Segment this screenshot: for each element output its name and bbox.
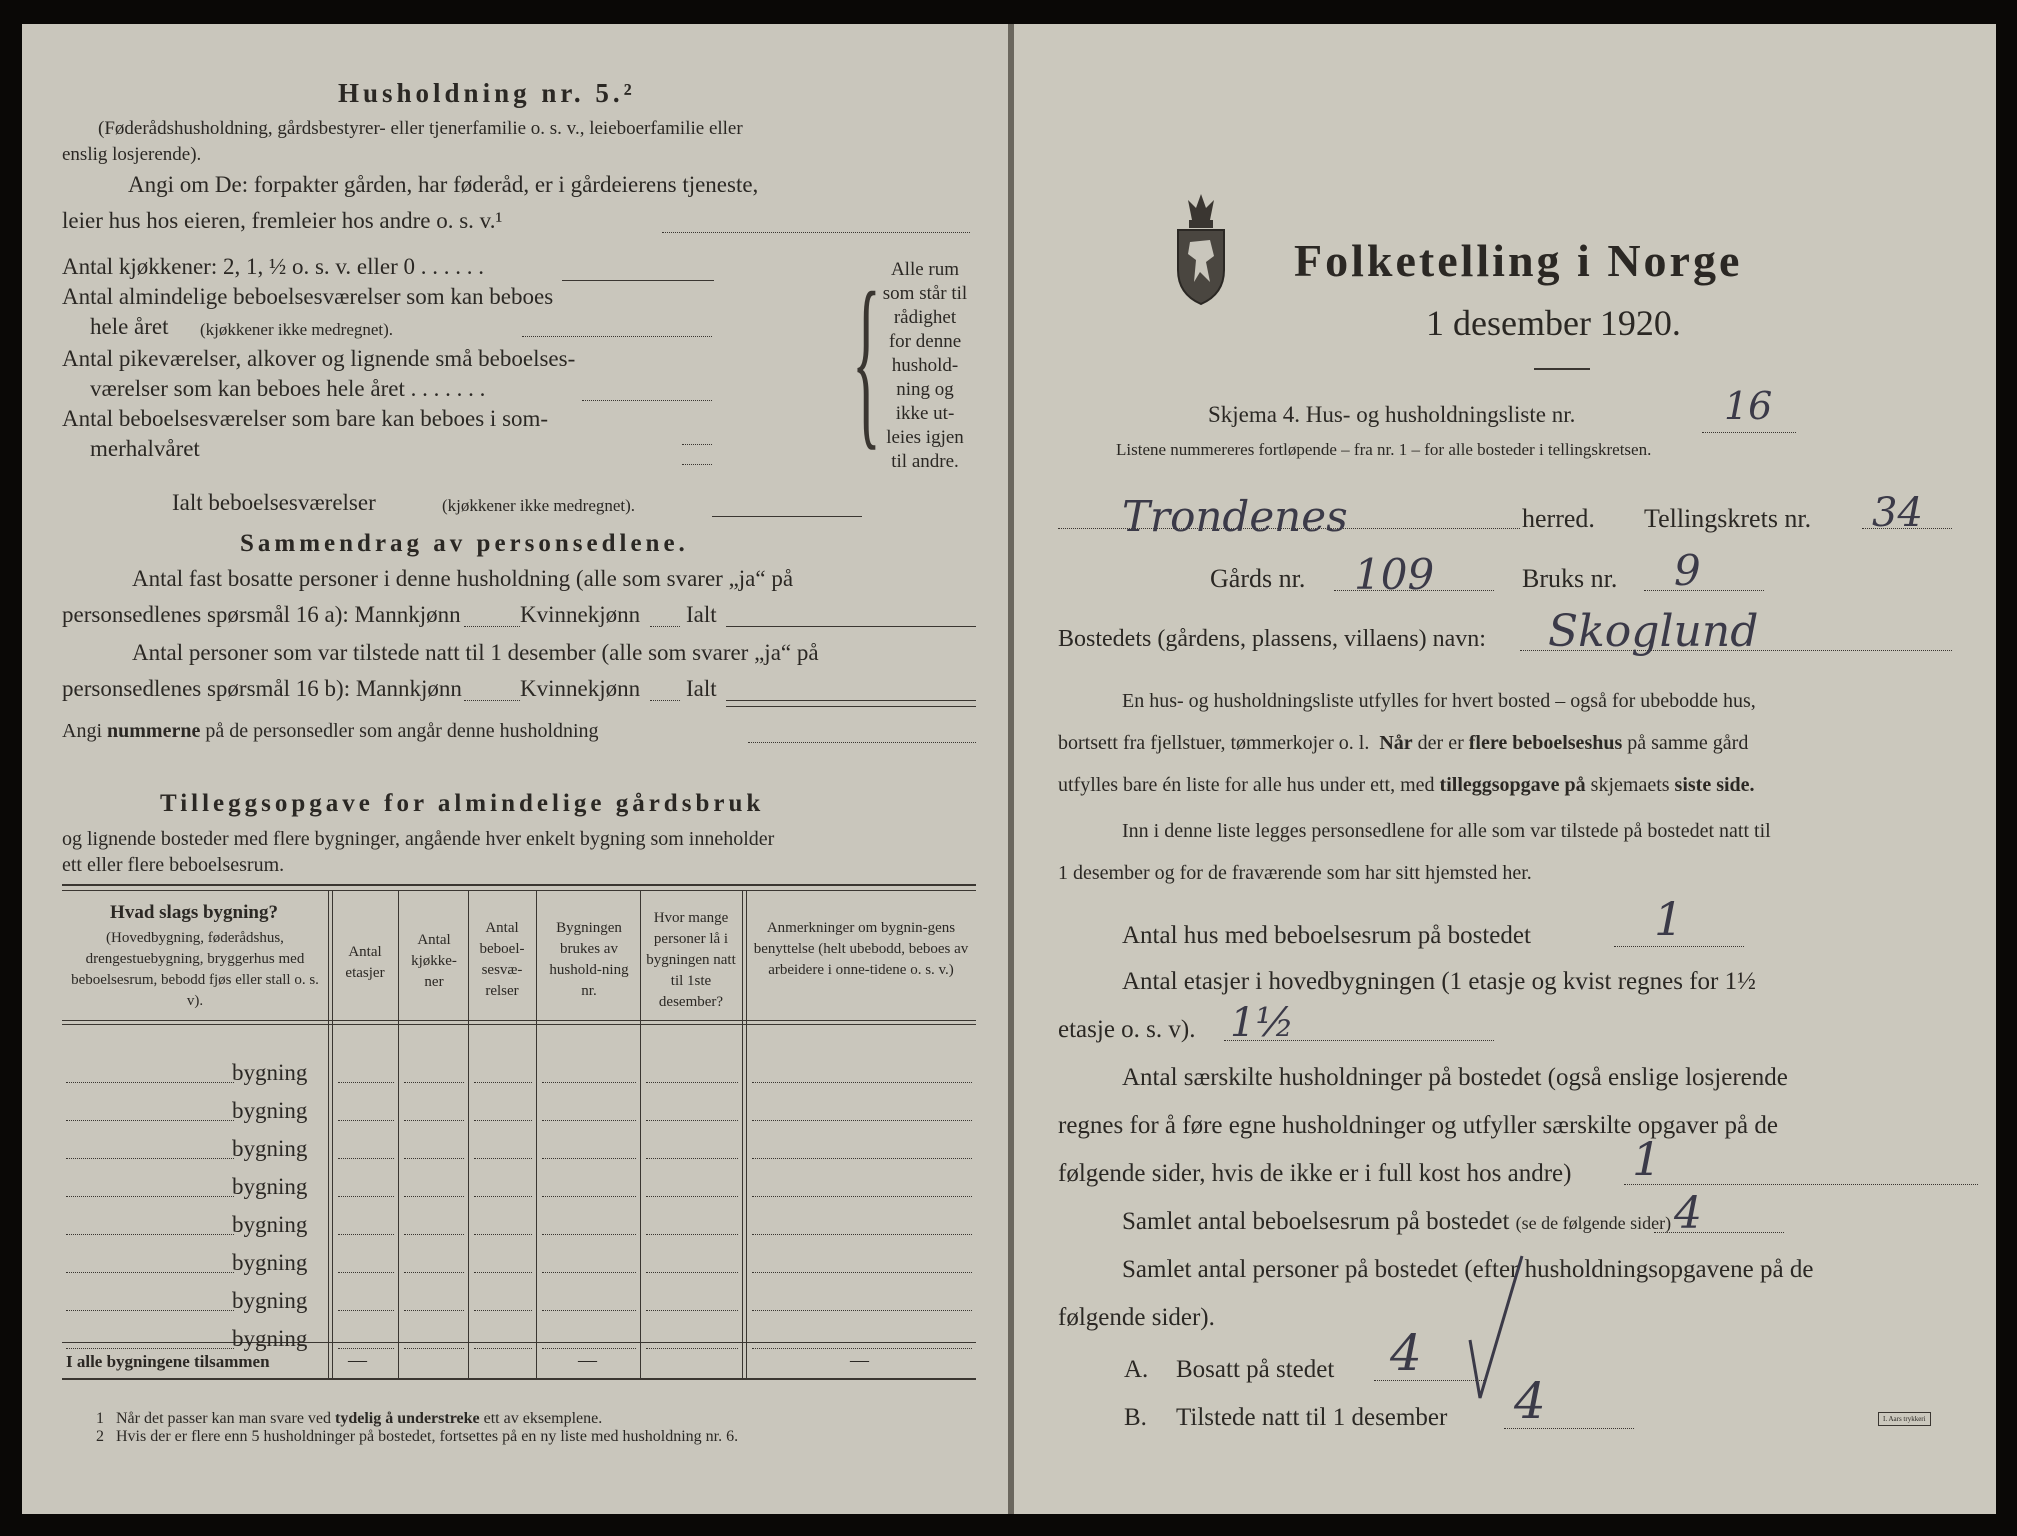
building-cell-blank[interactable]	[338, 1082, 394, 1083]
building-cell-blank[interactable]	[752, 1234, 972, 1235]
building-cell-blank[interactable]	[474, 1120, 532, 1121]
building-cell-blank[interactable]	[404, 1082, 464, 1083]
angi-line-2: leier hus hos eieren, fremleier hos andre o. s. v.¹	[62, 208, 503, 233]
building-cell-blank[interactable]	[752, 1348, 972, 1349]
building-cell-blank[interactable]	[474, 1158, 532, 1159]
building-cell-blank[interactable]	[404, 1234, 464, 1235]
sum-b-line-1: Antal personer som var tilstede natt til 1 desember (alle som svarer „ja“ på	[132, 640, 819, 665]
ialt-note: (kjøkkener ikke medregnet).	[442, 496, 636, 515]
building-row-label: bygning	[232, 1098, 308, 1123]
building-cell-blank[interactable]	[646, 1196, 738, 1197]
building-row-label: bygning	[232, 1326, 308, 1351]
total-label: I alle bygningene tilsammen	[66, 1352, 270, 1371]
p2-line-2: 1 desember og for de fraværende som har sitt hjemsted her.	[1058, 862, 1532, 884]
angi-nummerne: Angi nummerne på de personsedler som angår denne husholdning	[62, 720, 599, 742]
ialt-line: Ialt beboelsesværelser	[172, 490, 376, 515]
pike-line-1: Antal pikeværelser, alkover og lignende små beboelses-	[62, 346, 576, 371]
col-head-personer: Hvor mange personer lå i bygningen natt til 1ste desember?	[646, 910, 736, 1010]
herred-value: Trondenes	[1122, 492, 1348, 541]
listene-note: Listene nummereres fortløpende – fra nr. 1 – for alle bosteder i tellingskretsen.	[1116, 440, 1652, 459]
building-cell-blank[interactable]	[338, 1120, 394, 1121]
sum-b-kvinne-blank[interactable]	[650, 700, 680, 701]
building-row-label: bygning	[232, 1250, 308, 1275]
sarskilte-line-2: regnes for å føre egne husholdninger og utfyller særskilte opgaver på de	[1058, 1112, 1778, 1139]
building-cell-blank[interactable]	[338, 1348, 394, 1349]
bosted-label: Bostedets (gårdens, plassens, villaens) navn:	[1058, 626, 1486, 652]
building-type-blank[interactable]	[66, 1120, 234, 1121]
sum-a-line-2: personsedlenes spørsmål 16 a): Mannkjønn	[62, 602, 461, 627]
bruks-label: Bruks nr.	[1522, 564, 1618, 593]
p1-line-1: En hus- og husholdningsliste utfylles for hvert bosted – også for ubebodde hus,	[1122, 690, 1756, 712]
kjokken-line: Antal kjøkkener: 2, 1, ½ o. s. v. eller 0 . . . . . .	[62, 254, 485, 279]
col-head-etasjer: Antal etasjer	[345, 944, 385, 981]
skjema-value: 16	[1724, 384, 1773, 428]
b-label: B.	[1124, 1404, 1147, 1431]
building-row-label: bygning	[232, 1060, 308, 1085]
building-cell-blank[interactable]	[338, 1196, 394, 1197]
building-cell-blank[interactable]	[646, 1082, 738, 1083]
building-cell-blank[interactable]	[474, 1082, 532, 1083]
building-row-label: bygning	[232, 1212, 308, 1237]
building-cell-blank[interactable]	[542, 1272, 636, 1273]
building-row-label: bygning	[232, 1174, 308, 1199]
sum-b-ialt-blank[interactable]	[726, 700, 976, 701]
etasjer-value: 1½	[1230, 1000, 1295, 1046]
building-cell-blank[interactable]	[646, 1158, 738, 1159]
summary-title: Sammendrag av personsedlene.	[240, 530, 689, 557]
total-brukes: —	[578, 1350, 597, 1371]
left-page	[22, 24, 1010, 1514]
building-cell-blank[interactable]	[646, 1310, 738, 1311]
skjema-blank[interactable]	[1702, 432, 1796, 433]
tillegg-title: Tilleggsopgave for almindelige gårdsbruk	[160, 790, 765, 817]
building-cell-blank[interactable]	[542, 1196, 636, 1197]
p1-line-3: utfylles bare én liste for alle hus under ett, med tilleggsopgave på skjemaets siste side.	[1058, 774, 1755, 796]
bruks-value: 9	[1674, 546, 1701, 595]
sum-a-ialt-blank[interactable]	[726, 626, 976, 627]
building-type-blank[interactable]	[66, 1310, 234, 1311]
sum-b-mann-blank[interactable]	[464, 700, 520, 701]
building-type-blank[interactable]	[66, 1158, 234, 1159]
skjema-label: Skjema 4. Hus- og husholdningsliste nr.	[1208, 402, 1576, 427]
right-page	[1014, 24, 1996, 1514]
household-subtitle-1: (Føderådshusholdning, gårdsbestyrer- eller tjenerfamilie o. s. v., leieboerfamilie eller	[98, 118, 743, 139]
angi-nummerne-blank[interactable]	[748, 742, 976, 743]
col-head-type-sub: (Hovedbygning, føderådshus, drengestuebygning, bryggerhus med beboelsesrum, bebodd fjøs eller stall o. s. v).	[71, 930, 319, 1009]
building-cell-blank[interactable]	[542, 1082, 636, 1083]
angi-blank[interactable]	[662, 232, 970, 233]
title-rule	[1534, 368, 1590, 370]
kjokken-blank[interactable]	[562, 280, 714, 281]
building-cell-blank[interactable]	[542, 1310, 636, 1311]
building-cell-blank[interactable]	[752, 1196, 972, 1197]
building-cell-blank[interactable]	[338, 1310, 394, 1311]
building-type-blank[interactable]	[66, 1196, 234, 1197]
building-type-blank[interactable]	[66, 1234, 234, 1235]
sum-b-kvinne: Kvinnekjønn	[520, 676, 641, 701]
building-cell-blank[interactable]	[404, 1348, 464, 1349]
tillegg-sub-1: og lignende bosteder med flere bygninger, angående hver enkelt bygning som inneholder	[62, 828, 775, 850]
census-title: Folketelling i Norge	[1294, 235, 1743, 286]
samlet-rum-value: 4	[1674, 1188, 1702, 1239]
brace: {	[852, 254, 881, 466]
alm-line-1: Antal almindelige beboelsesværelser som kan beboes	[62, 284, 554, 309]
sum-b-line-2: personsedlenes spørsmål 16 b): Mannkjønn	[62, 676, 462, 701]
building-cell-blank[interactable]	[474, 1310, 532, 1311]
sarskilte-blank[interactable]	[1624, 1184, 1978, 1185]
a-value: 4	[1390, 1324, 1422, 1382]
building-cell-blank[interactable]	[404, 1272, 464, 1273]
sum-b-ialt-blank-2	[726, 706, 976, 707]
sum-a-line-1: Antal fast bosatte personer i denne husholdning (alle som svarer „ja“ på	[132, 566, 794, 591]
building-type-blank[interactable]	[66, 1348, 234, 1349]
angi-line-1: Angi om De: forpakter gården, har føderåd, er i gårdeierens tjeneste,	[128, 172, 759, 197]
building-type-blank[interactable]	[66, 1272, 234, 1273]
coat-of-arms-icon	[1170, 190, 1232, 306]
krets-label: Tellingskrets nr.	[1644, 504, 1812, 533]
pike-blank[interactable]	[582, 400, 712, 401]
building-cell-blank[interactable]	[646, 1234, 738, 1235]
building-cell-blank[interactable]	[474, 1234, 532, 1235]
building-cell-blank[interactable]	[474, 1196, 532, 1197]
som-line-1: Antal beboelsesværelser som bare kan beboes i som-	[62, 406, 549, 431]
building-cell-blank[interactable]	[646, 1272, 738, 1273]
sum-a-ialt: Ialt	[686, 602, 717, 627]
ialt-blank[interactable]	[712, 516, 862, 517]
hus-value: 1	[1654, 892, 1684, 946]
building-cell-blank[interactable]	[338, 1234, 394, 1235]
building-cell-blank[interactable]	[752, 1082, 972, 1083]
building-cell-blank[interactable]	[542, 1120, 636, 1121]
p2-line-1: Inn i denne liste legges personsedlene for alle som var tilstede på bostedet natt til	[1122, 820, 1771, 842]
sarskilte-line-3: følgende sider, hvis de ikke er i full kost hos andre)	[1058, 1160, 1572, 1187]
etasjer-line-1: Antal etasjer i hovedbygningen (1 etasje og kvist regnes for 1½	[1122, 968, 1756, 995]
footnote-1: 1 Når det passer kan man svare ved tydelig å understreke ett av eksemplene.	[96, 1410, 603, 1427]
etasjer-line-2: etasje o. s. v).	[1058, 1016, 1196, 1043]
building-cell-blank[interactable]	[338, 1158, 394, 1159]
building-row-label: bygning	[232, 1288, 308, 1313]
building-cell-blank[interactable]	[542, 1348, 636, 1349]
building-cell-blank[interactable]	[404, 1120, 464, 1121]
sum-b-ialt: Ialt	[686, 676, 717, 701]
p1-line-2: bortsett fra fjellstuer, tømmerkojer o. l. Når der er flere beboelseshus på samme gård	[1058, 732, 1749, 754]
samlet-pers-line-2: følgende sider).	[1058, 1304, 1215, 1331]
samlet-pers-line-1: Samlet antal personer på bostedet (efter husholdningsopgavene på de	[1122, 1256, 1814, 1283]
alm-blank[interactable]	[522, 336, 712, 337]
building-cell-blank[interactable]	[404, 1196, 464, 1197]
col-head-beboelse: Antal beboel-sesvæ-relser	[479, 920, 525, 999]
bosted-value: Skoglund	[1548, 606, 1759, 657]
alm-note: (kjøkkener ikke medregnet).	[200, 320, 394, 339]
census-date: 1 desember 1920.	[1426, 303, 1681, 343]
building-cell-blank[interactable]	[752, 1120, 972, 1121]
herred-label: herred.	[1522, 504, 1595, 533]
footnote-2: 2 Hvis der er flere enn 5 husholdninger på bostedet, fortsettes på en ny liste med husholdning nr. 6.	[96, 1428, 739, 1445]
printer-stamp: I. Aars trykkeri	[1878, 1412, 1931, 1426]
gards-label: Gårds nr.	[1210, 564, 1306, 593]
building-row-label: bygning	[232, 1136, 308, 1161]
building-cell-blank[interactable]	[542, 1158, 636, 1159]
building-cell-blank[interactable]	[752, 1158, 972, 1159]
building-cell-blank[interactable]	[474, 1272, 532, 1273]
col-head-type: Hvad slags bygning?	[110, 902, 278, 923]
gards-value: 109	[1354, 550, 1435, 599]
building-cell-blank[interactable]	[542, 1234, 636, 1235]
building-cell-blank[interactable]	[404, 1310, 464, 1311]
b-text: Tilstede natt til 1 desember	[1176, 1404, 1448, 1431]
tillegg-sub-2: ett eller flere beboelsesrum.	[62, 854, 285, 876]
building-cell-blank[interactable]	[474, 1348, 532, 1349]
samlet-rum-label: Samlet antal beboelsesrum på bostedet (se de følgende sider)	[1122, 1208, 1672, 1235]
side-note: Alle rum som står til rådighet for denne hushold- ning og ikke ut- leies igjen til andre.	[882, 259, 968, 472]
pike-line-2: værelser som kan beboes hele året . . . . . . .	[90, 376, 486, 401]
som-blank-2[interactable]	[682, 464, 712, 465]
sarskilte-line-1: Antal særskilte husholdninger på bostedet (også enslige losjerende	[1122, 1064, 1788, 1091]
col-head-brukes: Bygningen brukes av hushold-ning nr.	[549, 920, 629, 999]
building-cell-blank[interactable]	[646, 1120, 738, 1121]
sum-a-mann-blank[interactable]	[464, 626, 520, 627]
b-value: 4	[1514, 1372, 1546, 1430]
building-cell-blank[interactable]	[752, 1310, 972, 1311]
hus-label: Antal hus med beboelsesrum på bostedet	[1122, 922, 1531, 949]
a-label: A.	[1124, 1356, 1149, 1383]
col-head-kjokkener: Antal kjøkke-ner	[411, 932, 457, 990]
building-cell-blank[interactable]	[338, 1272, 394, 1273]
total-etasjer: —	[348, 1350, 367, 1371]
building-type-blank[interactable]	[66, 1082, 234, 1083]
total-anmerkninger: —	[850, 1350, 869, 1371]
som-line-2: merhalvåret	[90, 436, 200, 461]
building-cell-blank[interactable]	[752, 1272, 972, 1273]
col-head-anmerkninger: Anmerkninger om bygnin-gens benyttelse (helt ubebodd, beboes av arbeidere i onne-tidene o. s. v.)	[753, 920, 969, 978]
sarskilte-value: 1	[1632, 1132, 1662, 1186]
household-subtitle-2: enslig losjerende).	[62, 144, 202, 165]
som-blank-1[interactable]	[682, 444, 712, 445]
sum-a-kvinne-blank[interactable]	[650, 626, 680, 627]
building-cell-blank[interactable]	[646, 1348, 738, 1349]
krets-value: 34	[1872, 490, 1923, 536]
building-cell-blank[interactable]	[404, 1158, 464, 1159]
hus-blank[interactable]	[1614, 946, 1744, 947]
sum-a-kvinne: Kvinnekjønn	[520, 602, 641, 627]
household-title: Husholdning nr. 5.²	[338, 78, 636, 108]
alm-line-2: hele året	[90, 314, 169, 339]
bruks-blank[interactable]	[1644, 590, 1764, 591]
a-text: Bosatt på stedet	[1176, 1356, 1335, 1383]
